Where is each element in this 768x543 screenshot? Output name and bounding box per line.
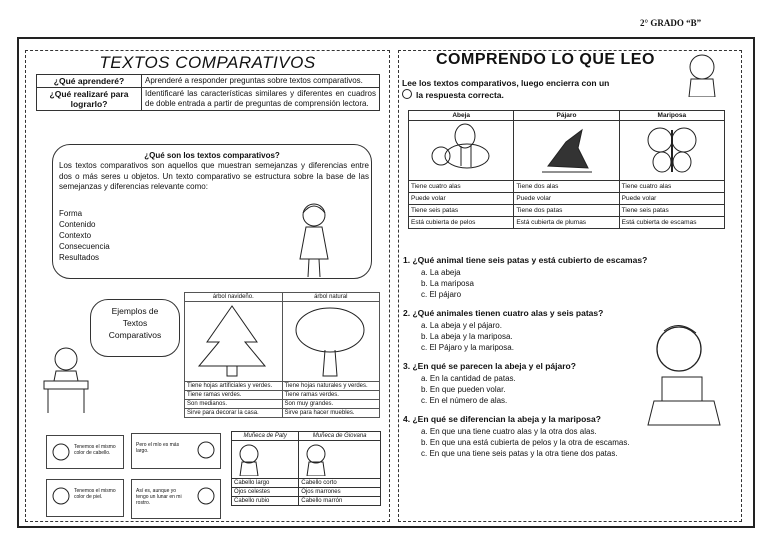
- mini-card: [131, 479, 221, 519]
- intro-question: ¿Qué realizaré para lograrlo?: [37, 88, 142, 111]
- answer-option[interactable]: c. El Pájaro y la mariposa.: [421, 343, 514, 352]
- table-row: [185, 382, 380, 391]
- tree-header: árbol navideño.: [185, 293, 283, 302]
- table-cell: Cabello rubio: [232, 497, 299, 506]
- answer-option[interactable]: a. En la cantidad de patas.: [421, 374, 516, 383]
- question-number: 3.: [403, 361, 411, 371]
- table-cell: Está cubierta de pelos: [409, 217, 514, 229]
- table-row: [185, 400, 380, 409]
- right-title: COMPRENDO LO QUE LEO: [436, 51, 655, 68]
- doll-header: Muñeca de Giovana: [299, 432, 381, 441]
- christmas-tree-cell: [185, 302, 283, 382]
- table-cell: Tiene dos alas: [514, 181, 619, 193]
- bird-image-cell: [514, 121, 619, 181]
- table-row: [409, 205, 725, 217]
- instruction-line-2: [402, 89, 609, 101]
- speech-line: Textos: [122, 318, 148, 328]
- intro-row: [37, 75, 380, 88]
- instruction-text: la respuesta correcta.: [416, 90, 504, 100]
- doll-image-cell: [299, 441, 381, 479]
- bird-icon: [526, 122, 606, 178]
- mini-text: Así es, aunque yo tengo un lunar en mi rostro.: [136, 488, 182, 506]
- circle-icon: [402, 89, 412, 99]
- answer-option[interactable]: a. La abeja y el pájaro.: [421, 321, 502, 330]
- butterfly-icon: [632, 122, 712, 178]
- table-cell: Cabello corto: [299, 479, 381, 488]
- dolls-table: [231, 431, 381, 506]
- bee-image-cell: [409, 121, 514, 181]
- mini-card: [46, 435, 124, 469]
- question-text: [403, 255, 703, 267]
- table-cell: Son medianos.: [185, 400, 283, 409]
- instruction-line: Lee los textos comparativos, luego encierra con un: [402, 78, 610, 88]
- table-cell: Cabello largo: [232, 479, 299, 488]
- intro-row: [37, 88, 380, 111]
- answer-option[interactable]: b. En que pueden volar.: [421, 385, 506, 394]
- table-cell: Tiene dos patas: [514, 205, 619, 217]
- table-cell: Son muy grandes.: [282, 400, 380, 409]
- list-item: Contenido: [59, 220, 96, 229]
- table-cell: Puede volar: [514, 193, 619, 205]
- girl-illustration: [294, 201, 334, 281]
- question-block: [403, 255, 703, 300]
- speech-line: Ejemplos de: [111, 306, 159, 316]
- table-cell: Cabello marrón: [299, 497, 381, 506]
- face-icon: [196, 486, 216, 510]
- face-icon: [51, 442, 71, 466]
- table-cell: Está cubierta de plumas: [514, 217, 619, 229]
- answer-option[interactable]: c. En el número de alas.: [421, 396, 508, 405]
- table-cell: Tiene seis patas: [619, 205, 724, 217]
- natural-tree-cell: [282, 302, 380, 382]
- answer-option[interactable]: b. La mariposa: [421, 279, 474, 288]
- mini-card: [46, 479, 124, 517]
- animals-table: [408, 110, 725, 229]
- natural-tree-icon: [285, 302, 375, 378]
- student-desk-illustration: [36, 341, 96, 416]
- doll-image-cell: [232, 441, 299, 479]
- tree-header: árbol natural: [282, 293, 380, 302]
- list-item: Consecuencia: [59, 242, 110, 251]
- definition-text: Los textos comparativos son aquellos que muestran semejanzas y diferencias entre dos o más seres u objetos. Un texto comparativo se estructura sobre la base de las semejanzas y diferencias relevante como:: [59, 161, 369, 191]
- table-row: [232, 488, 381, 497]
- list-item: Forma: [59, 209, 83, 218]
- bee-icon: [421, 122, 501, 178]
- doll-icon: [301, 442, 331, 476]
- answer-option[interactable]: c. En que una tiene seis patas y la otra tiene dos patas.: [421, 449, 618, 458]
- instructions: [402, 77, 609, 101]
- table-row: [409, 193, 725, 205]
- answer-option[interactable]: b. La abeja y la mariposa.: [421, 332, 513, 341]
- table-cell: Sirve para hacer muebles.: [282, 409, 380, 418]
- table-cell: Tiene cuatro alas: [619, 181, 724, 193]
- table-row: [185, 409, 380, 418]
- definition-list: [59, 209, 110, 264]
- mini-text: Tenemos el mismo color de cabello.: [74, 444, 116, 456]
- table-cell: Ojos marrones: [299, 488, 381, 497]
- table-cell: Tiene hojas artificiales y verdes.: [185, 382, 283, 391]
- table-row: [232, 497, 381, 506]
- question-number: 2.: [403, 308, 411, 318]
- question-label: ¿Qué animales tienen cuatro alas y seis patas?: [412, 308, 604, 318]
- answer-option[interactable]: c. El pájaro: [421, 290, 462, 299]
- table-row: [185, 391, 380, 400]
- doll-header: Muñeca de Paty: [232, 432, 299, 441]
- face-icon: [51, 486, 71, 510]
- face-icon: [196, 440, 216, 464]
- grade-label: 2° GRADO “B”: [640, 18, 702, 28]
- answer-option[interactable]: b. En que una está cubierta de pelos y la otra de escamas.: [421, 438, 630, 447]
- table-cell: Puede volar: [409, 193, 514, 205]
- tree-comparison-table: [184, 292, 380, 418]
- animal-header: Abeja: [409, 111, 514, 121]
- answer-option[interactable]: a. La abeja: [421, 268, 461, 277]
- question-number: 1.: [403, 255, 411, 265]
- question-label: ¿En qué se diferencian la abeja y la mariposa?: [412, 414, 601, 424]
- animal-header: Pájaro: [514, 111, 619, 121]
- table-cell: Puede volar: [619, 193, 724, 205]
- table-cell: Tiene seis patas: [409, 205, 514, 217]
- list-item: Contexto: [59, 231, 92, 240]
- table-cell: Tiene hojas naturales y verdes.: [282, 382, 380, 391]
- mini-text: Tenemos el mismo color de piel.: [74, 488, 116, 500]
- table-cell: Tiene ramas verdes.: [282, 391, 380, 400]
- boy-reading-illustration: [634, 319, 734, 429]
- christmas-tree-icon: [187, 302, 277, 378]
- intro-question: ¿Qué aprenderé?: [37, 75, 142, 88]
- table-cell: Ojos celestes: [232, 488, 299, 497]
- table-cell: Tiene ramas verdes.: [185, 391, 283, 400]
- table-cell: Sirve para decorar la casa.: [185, 409, 283, 418]
- table-row: [232, 479, 381, 488]
- examples-speech-bubble: [90, 299, 180, 357]
- right-panel: [398, 50, 742, 522]
- question-label: ¿En qué se parecen la abeja y el pájaro?: [412, 361, 576, 371]
- boy-thinking-illustration: [677, 51, 727, 97]
- butterfly-image-cell: [619, 121, 724, 181]
- table-row: [409, 181, 725, 193]
- doll-icon: [234, 442, 264, 476]
- animal-header: Mariposa: [619, 111, 724, 121]
- list-item: Resultados: [59, 253, 100, 262]
- mini-text: Pero el mío es más largo.: [136, 442, 180, 454]
- speech-line: Comparativos: [108, 330, 162, 340]
- question-number: 4.: [403, 414, 411, 424]
- table-row: [409, 217, 725, 229]
- answer-option[interactable]: a. En que una tiene cuatro alas y la otra dos alas.: [421, 427, 597, 436]
- intro-answer: Aprenderé a responder preguntas sobre textos comparativos.: [142, 75, 380, 88]
- mini-card: [131, 433, 221, 469]
- left-panel: [25, 50, 390, 522]
- table-cell: Está cubierta de escamas: [619, 217, 724, 229]
- intro-table: [36, 74, 380, 111]
- intro-answer: Identificaré las características similares y diferentes en cuadros de doble entrada a partir de preguntas de comprensión lectora.: [142, 88, 380, 111]
- question-label: ¿Qué animal tiene seis patas y está cubierto de escamas?: [412, 255, 648, 265]
- left-title: TEXTOS COMPARATIVOS: [99, 53, 316, 72]
- definition-title: ¿Qué son los textos comparativos?: [144, 151, 280, 160]
- table-cell: Tiene cuatro alas: [409, 181, 514, 193]
